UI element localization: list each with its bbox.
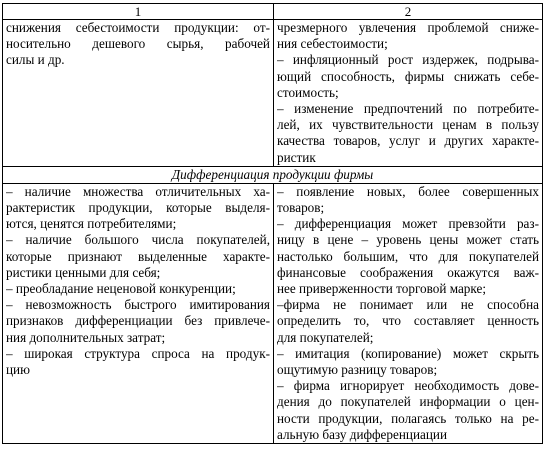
text-line: ощутимую разницу товаров;	[277, 362, 438, 378]
text-line: которые признают выделенные характе-	[6, 248, 270, 264]
column-number-2: 2	[274, 4, 543, 20]
text-line: ности продукции, полагаясь только на ре-	[277, 410, 539, 426]
cost-conditions-cell	[3, 20, 274, 167]
differentiation-risks-cell	[274, 183, 543, 443]
text-line: ристик	[277, 149, 316, 165]
text-line: нее приверженности торговой марке;	[277, 281, 486, 297]
text-line: – наличие большого числа покупателей,	[6, 232, 270, 248]
text-line: ющий способность, фирмы снижать себе-	[277, 68, 539, 84]
text-line: силы и др.	[6, 52, 65, 68]
text-line: ницу в цене – уровень цены может стать	[277, 232, 539, 248]
text-line: дения до покупателей информации о цен-	[277, 394, 539, 410]
text-line: – невозможность быстрого имитирования	[6, 297, 270, 313]
cost-risks-cell	[274, 20, 543, 167]
text-line-part: – широкая структура спроса на продук-	[6, 345, 270, 361]
text-line: –фирма не понимает или не способна	[277, 297, 539, 313]
text-line: лей, их чувствительности ценам в пользу	[277, 117, 539, 133]
text-line: – дифференциация может превзойти раз-	[277, 216, 539, 232]
text-line: рактеристик продукции, которые выделя-	[6, 200, 270, 216]
text-line: настолько большим, что для покупателей	[277, 248, 539, 264]
text-line: ния себестоимости;	[277, 36, 388, 52]
text-line: стоимость;	[277, 84, 339, 100]
text-line: снижения себестоимости продукции: от-	[6, 20, 270, 35]
text-line: – имитация (копирование) может скрыть	[277, 345, 539, 361]
text-line: качества товаров, услуг и других характе-	[277, 133, 539, 149]
text-line: ния дополнительных затрат;	[6, 329, 166, 345]
text-line: финансовые соображения окажутся важ-	[277, 264, 539, 280]
text-line: – инфляционный рост издержек, подрыва-	[277, 52, 539, 68]
cost-row	[3, 20, 543, 167]
text-line: для покупателей;	[277, 329, 374, 345]
text-line: – преобладание неценовой конкуренции;	[6, 281, 236, 297]
differentiation-row	[3, 183, 543, 443]
text-line: определить то, что составляет ценность	[277, 313, 539, 329]
differentiation-conditions-cell	[3, 183, 274, 443]
header-row	[3, 4, 543, 20]
text-line: альную базу дифференциации	[277, 426, 448, 442]
text-line: ются, ценятся потребителями;	[6, 216, 177, 232]
text-line: носительно дешевого сырья, рабочей	[6, 36, 270, 52]
text-line: – изменение предпочтений по потребите-	[277, 101, 539, 117]
text-line: товаров;	[277, 200, 325, 216]
comparison-table	[2, 3, 543, 444]
section-title: Дифференциация продукции фирмы	[3, 166, 543, 183]
text-line: ристики ценными для себя;	[6, 264, 161, 280]
text-line	[6, 346, 270, 362]
text-line: – фирма игнорирует необходимость дове-	[277, 378, 539, 394]
text-line: чрезмерного увлечения проблемой сниже-	[277, 20, 539, 35]
text-line: признаков дифференциации без привлече-	[6, 313, 270, 329]
text-line: цию	[6, 362, 30, 378]
section-row	[3, 166, 543, 183]
text-line: – появление новых, более совершенных	[277, 183, 539, 199]
text-line: – наличие множества отличительных ха-	[6, 183, 270, 199]
column-number-1: 1	[3, 4, 274, 20]
